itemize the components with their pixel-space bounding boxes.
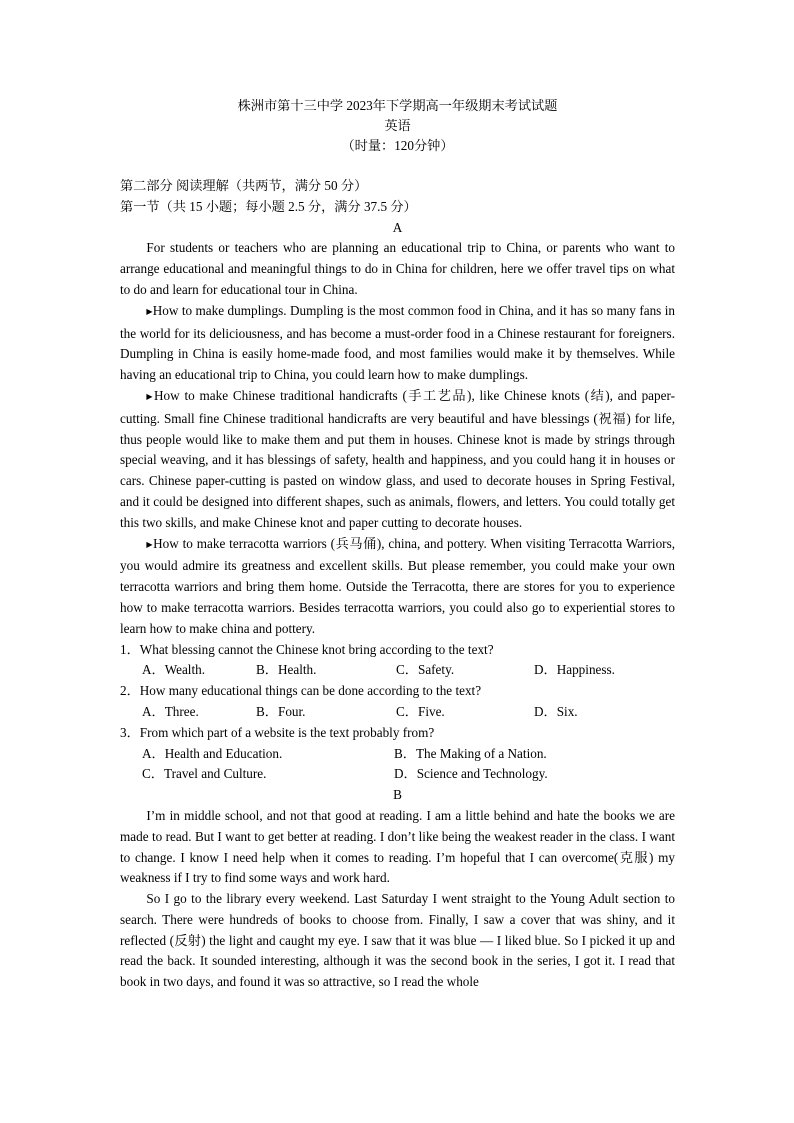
- exam-page: [120, 96, 675, 993]
- passage-a-letter: A: [392, 219, 403, 235]
- passage-a-item-1: [120, 301, 675, 386]
- section-title: 第一节（共 15 小题；每小题 2.5 分，满分 37.5 分）: [120, 198, 417, 214]
- passage-a-item-2: [120, 386, 675, 534]
- passage-b-para-2: So I go to the library every weekend. Last Saturday I went straight to the Young Adult section to search. There were hundreds of books to choose from. Finally, I saw a cover that was shiny, and it reflected (反射) the light and caught my eye. I saw that it was blue — I liked blue. So I picked it up and read the back. It sounded interesting, although it was the second book in the series, I got it. I read that book in two days, and found it was so attractive, so I read the whole: [120, 891, 675, 990]
- passage-b-letter: B: [393, 787, 402, 803]
- question-1-stem: 1．What blessing cannot the Chinese knot bring according to the text?: [120, 641, 494, 657]
- passage-a-intro: For students or teachers who are planning an educational trip to China, or parents who want to arrange educational and meaningful things to do in China for children, here we offer travel tips on what to do and learn for educational tour in China.: [120, 240, 675, 297]
- passage-a-item-2-text: How to make Chinese traditional handicrafts (手工艺品), like Chinese knots (结), and paper-cutting. Small fine Chinese traditional handicrafts are very beautiful and have blessings (祝福) for life, thus people would like to make them and put them in houses. Chinese knot is made by strings through special weaving, and it has blessings of safety, health and happiness, and you could hang it in houses or cars. Chinese paper-cutting is pasted on window glass, and used to decorate houses in Spring Festival, and it could be designed into different shapes, such as animals, flowers, and letters. You could totally get this two skills, and make Chinese knot and paper cutting to decorate houses.: [120, 387, 675, 530]
- option: D．Happiness.: [534, 662, 615, 678]
- option: C．Travel and Culture.: [142, 766, 267, 782]
- passage-b-para-1: I’m in middle school, and not that good at reading. I am a little behind and hate the books we are made to read. But I want to get better at reading. I don’t like being the weakest reader in the class. I want to change. I know I need help when it comes to reading. I’m hopeful that I can overcome(克服) my weakness if I try to find some ways and work hard.: [120, 807, 675, 886]
- question-3-stem: 3．From which part of a website is the text probably from?: [120, 724, 435, 740]
- option: D．Six.: [534, 703, 578, 719]
- bullet-triangle-icon: ▶: [146, 306, 153, 316]
- question-3-options-row-1: [120, 744, 675, 765]
- option: B．Health.: [256, 662, 317, 678]
- passage-a-item-1-text: How to make dumplings. Dumpling is the most common food in China, and it has so many fans in the world for its deliciousness, and has become a must-order food in a Chinese restaurant for foreigners. Dumpling in China is easily home-made food, and most families would make it by themselves. While having an educational trip to China, you could learn how to make dumplings.: [120, 302, 676, 383]
- exam-duration: （时量：120分钟）: [341, 138, 454, 153]
- question-2-stem: 2．How many educational things can be done according to the text?: [120, 683, 482, 699]
- option: A．Health and Education.: [142, 745, 283, 761]
- question-2-options: [120, 702, 675, 723]
- part-title: 第二部分 阅读理解（共两节，满分 50 分）: [120, 178, 368, 193]
- option: A．Three.: [142, 703, 199, 719]
- passage-a-item-3-text: How to make terracotta warriors (兵马俑), china, and pottery. When visiting Terracotta Warriors, you would admire its greatness and excellent skills. But please remember, you could make your own terracotta warriors and bring them home. Outside the Terracotta, there are stores for you to experience how to make terracotta warriors. Besides terracotta warriors, you could also go to experiential stores to learn how to make china and pottery.: [120, 535, 675, 636]
- exam-title: 株洲市第十三中学 2023年下学期高一年级期末考试试题: [237, 98, 558, 113]
- option: C．Safety.: [396, 662, 455, 678]
- passage-a-item-3: [120, 534, 675, 640]
- option: C．Five.: [396, 703, 445, 719]
- question-1-options: [120, 660, 675, 681]
- option: A．Wealth.: [142, 662, 206, 678]
- bullet-triangle-icon: ▶: [146, 391, 155, 401]
- option: D．Science and Technology.: [394, 766, 548, 782]
- option: B．The Making of a Nation.: [394, 745, 547, 761]
- subject-title: 英语: [384, 118, 411, 133]
- bullet-triangle-icon: ▶: [146, 539, 154, 549]
- option: B．Four.: [256, 703, 306, 719]
- question-3-options-row-2: [120, 764, 675, 785]
